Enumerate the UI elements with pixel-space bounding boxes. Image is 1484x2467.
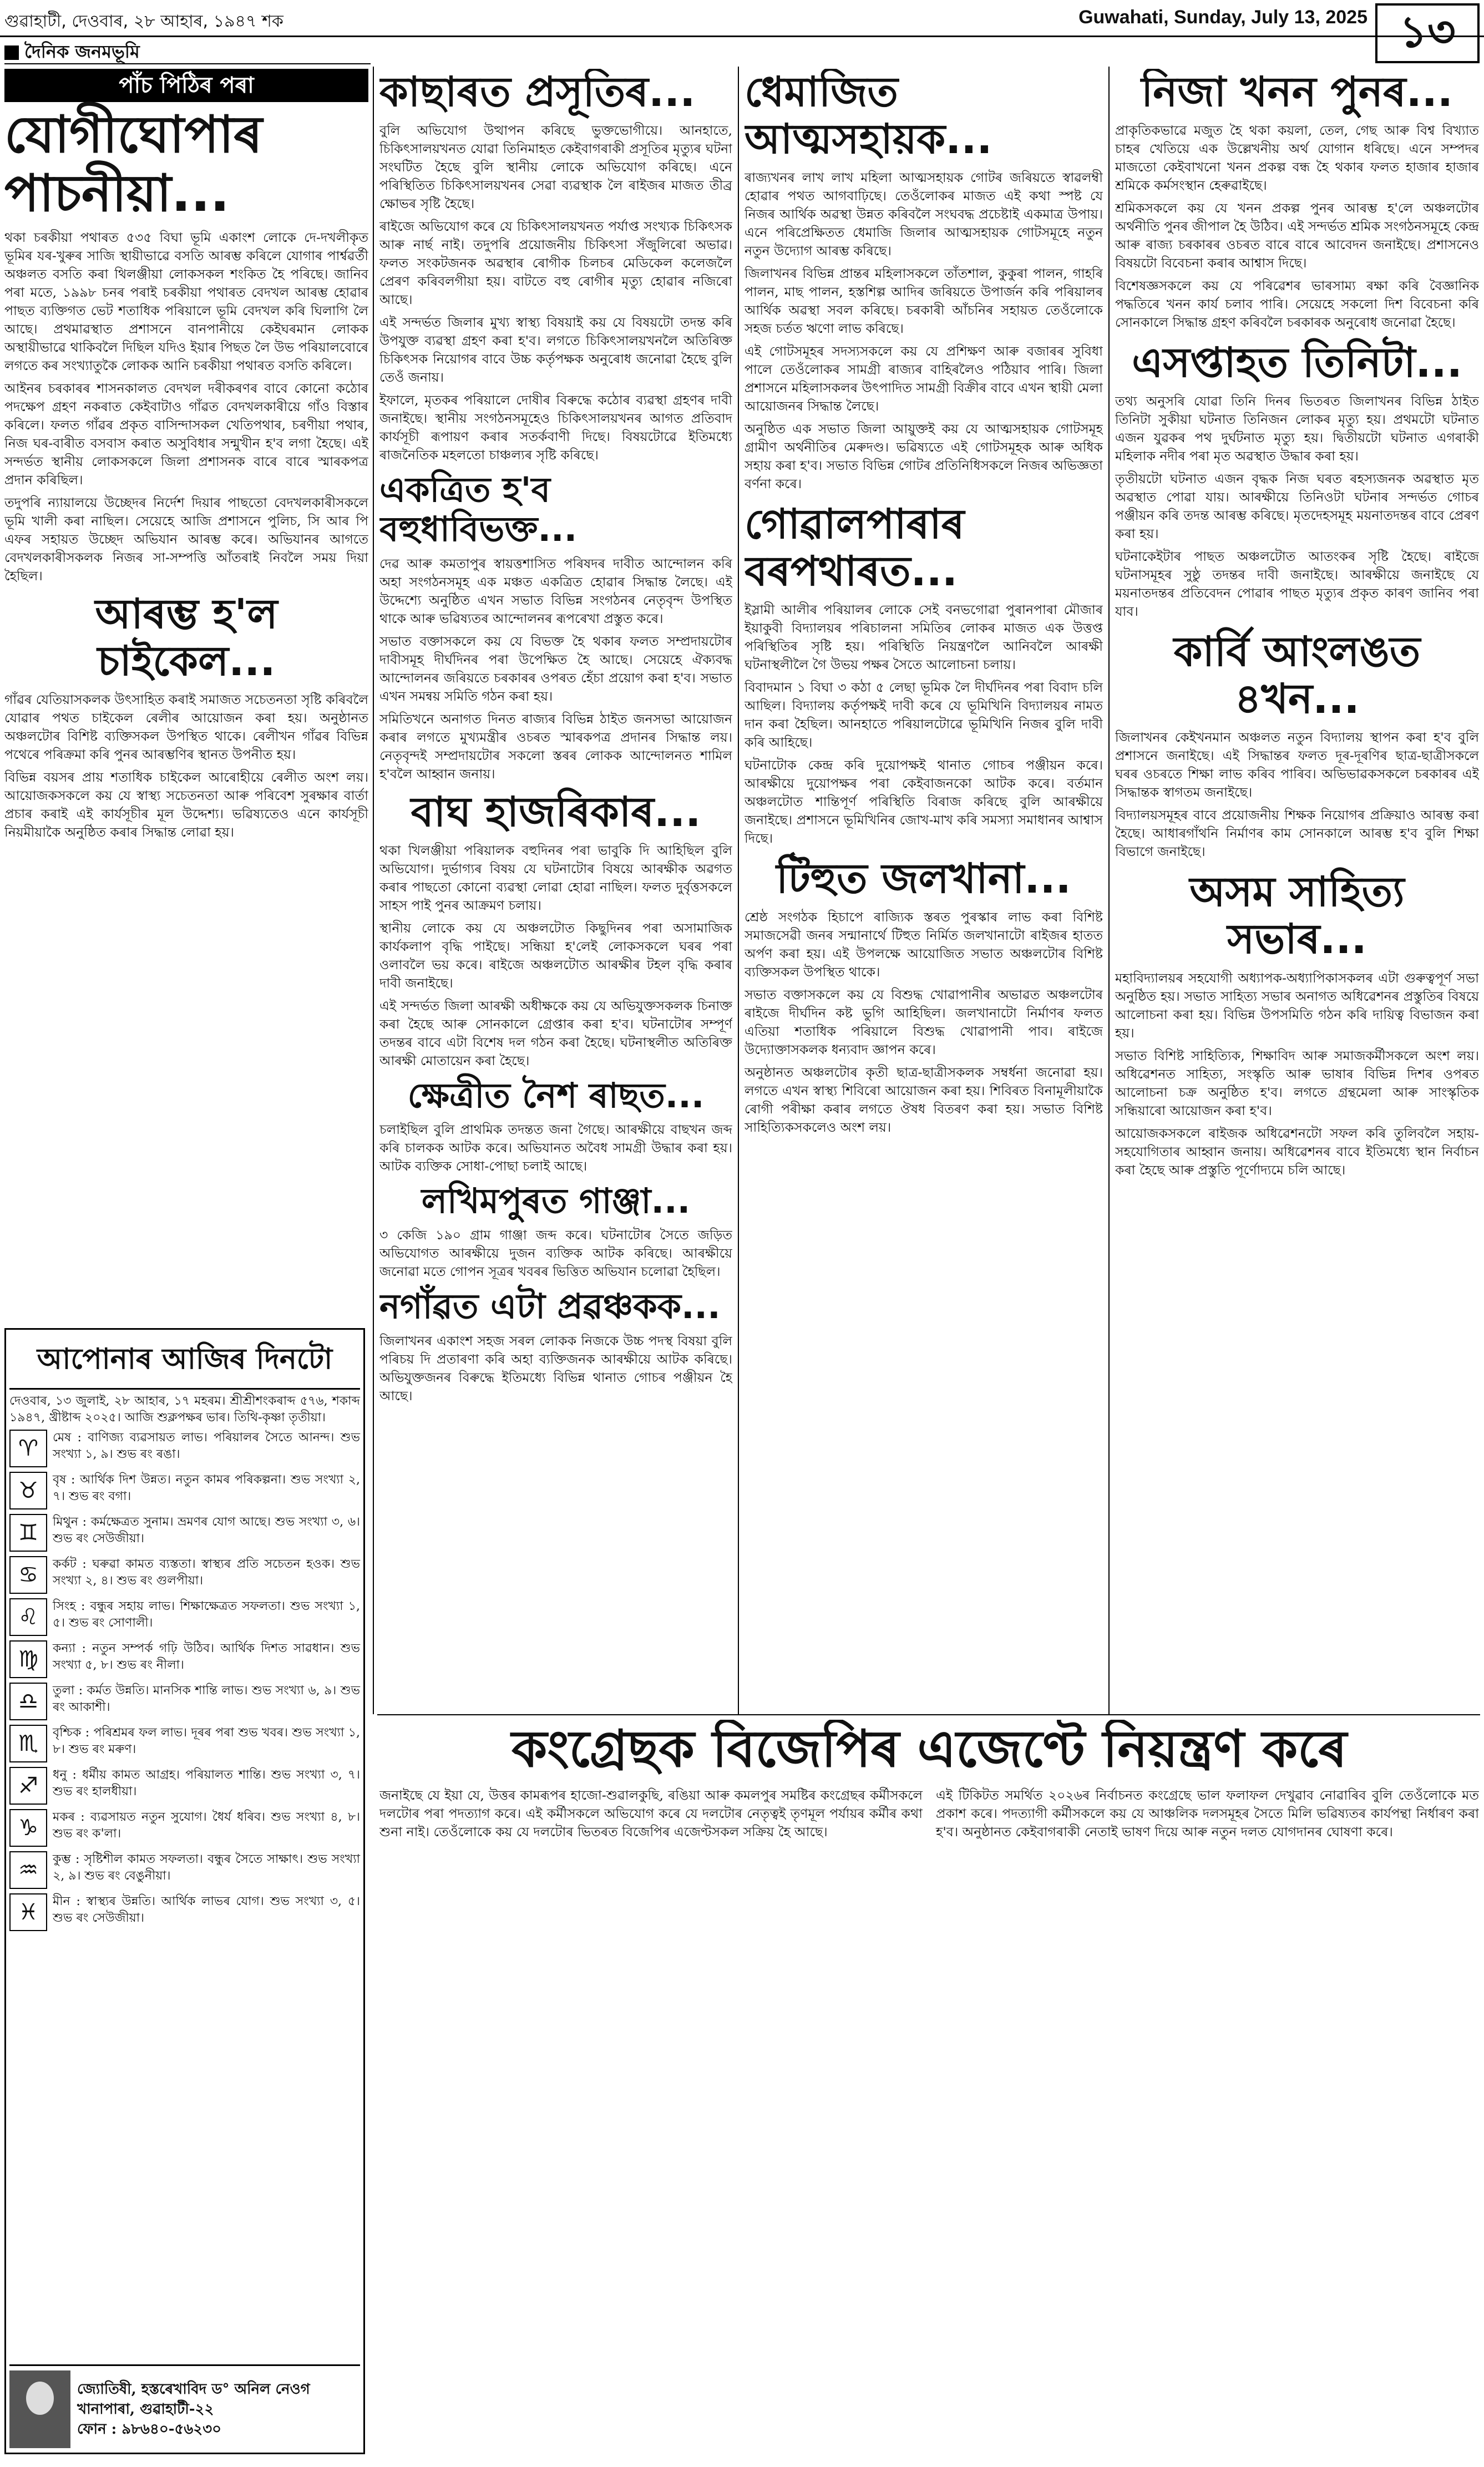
zodiac-gemini-icon: ♊	[9, 1514, 47, 1552]
story-paragraph: সমিতিখনে অনাগত দিনত ৰাজ্যৰ বিভিন্ন ঠাইত জনসভা আয়োজন কৰাৰ লগতে মুখ্যমন্ত্ৰীৰ ওচৰত স্মাৰকপত্ৰ প্ৰদানৰ সিদ্ধান্ত লয়। নেতৃবৃন্দই সম্প্ৰদায়টোৰ সকলো স্তৰৰ লোকক আন্দোলনত শামিল হ'বলৈ আহ্বান জনায়।	[379, 711, 732, 782]
astrologer-photo	[9, 2370, 70, 2448]
column-3	[744, 69, 1103, 1711]
story-headline: একত্ৰিত হ'ব বহুধাবিভক্ত...	[379, 469, 578, 550]
astrologer-place: খানাপাৰা, গুৱাহাটী-২২	[77, 2401, 214, 2418]
column-divider	[373, 67, 374, 1714]
horoscope-text: ধনু : ধৰ্মীয় কামত আগ্ৰহ। পৰিয়ালত শান্তি। শুভ সংখ্যা ৩, ৭। শুভ ৰং হালধীয়া।	[53, 1768, 360, 1799]
zodiac-libra-icon: ♎	[9, 1683, 47, 1720]
masthead-bar	[0, 0, 1484, 37]
story-paragraph: শ্ৰমিকসকলে কয় যে খনন প্ৰকল্প পুনৰ আৰম্ভ হ'লে অঞ্চলটোৰ অৰ্থনীতি পুনৰ জীপাল হৈ উঠিব। এই সন্দৰ্ভত শ্ৰমিক সংগঠনসমূহে কেন্দ্ৰ আৰু ৰাজ্য চৰকাৰৰ ওচৰত বাৰে বাৰে আবেদন জনাইছে। প্ৰশাসনেও বিষয়টো বিবেচনা কৰাৰ আশ্বাস দিছে।	[1115, 200, 1479, 271]
paper-name	[4, 38, 371, 64]
horoscope-text: মকৰ : ব্যৱসায়ত নতুন সুযোগ। ধৈৰ্য ধৰিব। শুভ সংখ্যা ৪, ৮। শুভ ৰং ক'লা।	[53, 1810, 360, 1841]
horoscope-item	[9, 1472, 360, 1509]
story-paragraph: এই সন্দৰ্ভত জিলাৰ মুখ্য স্বাস্থ্য বিষয়াই কয় যে বিষয়টো তদন্ত কৰি উপযুক্ত ব্যৱস্থা গ্ৰহণ কৰা হ'ব। লগতে চিকিৎসালয়খনলৈ অতিৰিক্ত চিকিৎসক নিয়োগৰ বাবে উচ্চ কৰ্তৃপক্ষক অনুৰোধ জনোৱা হৈছে বুলি তেওঁ জনায়।	[379, 315, 732, 386]
brand-block-icon	[4, 45, 19, 60]
zodiac-taurus-icon: ♉	[9, 1472, 47, 1509]
story-paragraph: বিদ্যালয়সমূহৰ বাবে প্ৰয়োজনীয় শিক্ষক নিয়োগৰ প্ৰক্ৰিয়াও আৰম্ভ কৰা হৈছে। আধাৰগাঁথনি নিৰ্মাণৰ কাম সোনকালে আৰম্ভ হ'ব বুলি শিক্ষা বিভাগে জনাইছে।	[1115, 807, 1479, 860]
story-paragraph: তৃতীয়টো ঘটনাত এজন বৃদ্ধক নিজ ঘৰত ৰহস্যজনক অৱস্থাত মৃত অৱস্থাত পোৱা যায়। আৰক্ষীয়ে তিনিওটা ঘটনাৰ সন্দৰ্ভত গোচৰ পঞ্জীয়ন কৰি তদন্ত আৰম্ভ কৰিছে। মৃতদেহসমূহ ময়নাতদন্তৰ বাবে প্ৰেৰণ কৰা হয়।	[1115, 471, 1479, 542]
story-paragraph: থকা চৰকীয়া পথাৰত ৫৩৫ বিঘা ভূমি একাংশ লোকে দে-দখলীকৃত ভূমিৰ যৰ-খুৰুৰ সাজি স্থায়ীভাৱে বসতি আৰম্ভ কৰিলে যোগাৰ পাৰ্শ্বৱৰ্তী অঞ্চলত বসতি কৰা থিলঞ্জীয়া লোকসকল শংকিত হৈ পৰিছে। জানিব পৰা মতে, ১৯৯৮ চনৰ পৰাই চৰকীয়া পথাৰত বেদখল আৰম্ভ হোৱাৰ পাছত ব্যক্তিগত ভেট শতাধিক পৰিয়ালে ভূমি বেদখল কৰি ঘিলাগি লৈ আছে। প্ৰথমাৱস্থাত প্ৰশাসনে বানপানীয়ে কেইঘৰমান লোকক অস্থায়ীভাৱে থাকিবলৈ দিছিল যদিও ইয়াৰ পিছত লৈ উভ পৰিয়ালবোৰে লগতে কৰ সংখ্যাতুকৈ লোকক আনি চৰকীয়া পথাৰত বসতি কৰিলে।	[4, 229, 368, 373]
story-paragraph: মহাবিদ্যালয়ৰ সহযোগী অধ্যাপক-অধ্যাপিকাসকলৰ এটা গুৰুত্বপূৰ্ণ সভা অনুষ্ঠিত হয়। সভাত সাহিত্য সভাৰ অনাগত অধিৱেশনৰ প্ৰস্তুতিৰ বিষয়ে আলোচনা কৰা হয়। বিভিন্ন উপসমিতি গঠন কৰি দায়িত্ব বিভাজন কৰা হয়।	[1115, 970, 1479, 1041]
story-paragraph: অনুষ্ঠিত এক সভাত জিলা আয়ুক্তই কয় যে আত্মসহায়ক গোটসমূহ গ্ৰামীণ অৰ্থনীতিৰ মেৰুদণ্ড। ভৱিষ্যতে এই গোটসমূহক আৰু অধিক সহায় কৰা হ'ব। সভাত বিভিন্ন গোটৰ প্ৰতিনিধিসকলে নিজৰ অভিজ্ঞতা বৰ্ণনা কৰে।	[744, 421, 1103, 492]
zodiac-sagittarius-icon: ♐	[9, 1767, 47, 1805]
story-paragraph: সভাত বক্তাসকলে কয় যে বিশুদ্ধ খোৱাপানীৰ অভাৱত অঞ্চলটোৰ ৰাইজে দীৰ্ঘদিন কষ্ট ভুগি আহিছিল। জলখানাটো নিৰ্মাণৰ ফলত এতিয়া শতাধিক পৰিয়ালে বিশুদ্ধ খোৱাপানী পাব। ৰাইজে উদ্যোক্তাসকলক ধন্যবাদ জ্ঞাপন কৰে।	[744, 987, 1103, 1058]
column-2	[379, 69, 732, 1711]
story-paragraph: এই সন্দৰ্ভত জিলা আৰক্ষী অধীক্ষকে কয় যে অভিযুক্তসকলক চিনাক্ত কৰা হৈছে আৰু সোনকালে গ্ৰেপ্তাৰ কৰা হ'ব। ঘটনাটোৰ সম্পূৰ্ণ তদন্তৰ বাবে এটা বিশেষ দল গঠন কৰা হৈছে। ঘটনাস্থলীত অতিৰিক্ত আৰক্ষী মোতায়েন কৰা হৈছে।	[379, 997, 732, 1068]
horoscope-text: মিথুন : কৰ্মক্ষেত্ৰত সুনাম। ভ্ৰমণৰ যোগ আছে। শুভ সংখ্যা ৩, ৬। শুভ ৰং সেউজীয়া।	[53, 1515, 360, 1546]
horoscope-item	[9, 1598, 360, 1636]
story-headline: ধেমাজিত আত্মসহায়ক...	[744, 69, 992, 164]
horoscope-intro: দেওবাৰ, ১৩ জুলাই, ২৮ আহাৰ, ১৭ মহৰম। শ্ৰীশ্ৰীশংকৰাব্দ ৫৭৬, শকাব্দ ১৯৪৭, খ্ৰীষ্টাব্দ ২০২৫। আজি শুক্লপক্ষৰ ভাৰ। তিথি-কৃষ্ণা তৃতীয়া।	[9, 1394, 360, 1425]
zodiac-pisces-icon: ♓	[9, 1893, 47, 1931]
horoscope-text: সিংহ : বন্ধুৰ সহায় লাভ। শিক্ষাক্ষেত্ৰত সফলতা। শুভ সংখ্যা ১, ৫। শুভ ৰং সোণালী।	[53, 1599, 360, 1630]
horoscope-item	[9, 1893, 360, 1931]
story-paragraph: এই টিকিটত সমৰ্থিত ২০২৬ৰ নিৰ্বাচনত কংগ্ৰেছে ভাল ফলাফল দেখুৱাব নোৱাৰিব বুলি তেওঁলোকে মত প্ৰকাশ কৰে। পদত্যাগী কৰ্মীসকলে কয় যে আঞ্চলিক দলসমূহৰ সৈতে মিলি ভৱিষ্যতৰ কাৰ্যপন্থা নিৰ্ধাৰণ কৰা হ'ব। অনুষ্ঠানত কেইবাগৰাকী নেতাই ভাষণ দিয়ে আৰু নতুন দলত যোগদানৰ ঘোষণা কৰে।	[936, 1787, 1479, 1840]
horoscope-text: মেষ : বাণিজ্য ব্যৱসায়ত লাভ। পৰিয়ালৰ সৈতে আনন্দ। শুভ সংখ্যা ১, ৯। শুভ ৰং ৰঙা।	[53, 1431, 360, 1461]
story-paragraph: শ্ৰেষ্ঠ সংগঠক হিচাপে ৰাজ্যিক স্তৰত পুৰস্কাৰ লাভ কৰা বিশিষ্ট সমাজসেৱী জনৰ সন্মানাৰ্থে টিহুত নিৰ্মিত জলখানাটো ৰাইজৰ হাতত অৰ্পণ কৰা হয়। এই উপলক্ষে আয়োজিত সভাত অঞ্চলটোৰ বিশিষ্ট ব্যক্তিসকল উপস্থিত থাকে।	[744, 909, 1103, 980]
zodiac-capricorn-icon: ♑	[9, 1809, 47, 1847]
horoscope-item	[9, 1430, 360, 1467]
horoscope-text: কৰ্কট : ঘৰুৱা কামত ব্যস্ততা। স্বাস্থ্যৰ প্ৰতি সচেতন হওক। শুভ সংখ্যা ২, ৪। শুভ ৰং গুলপীয়া।	[53, 1557, 360, 1588]
story-paragraph: জিলাখনৰ বিভিন্ন প্ৰান্তৰ মহিলাসকলে তাঁতশাল, কুকুৰা পালন, গাহৰি পালন, মাছ পালন, হস্তশিল্প আদিৰ জৰিয়তে উপাৰ্জন কৰি পৰিয়ালৰ আৰ্থিক অৱস্থা সবল কৰিছে। চৰকাৰী আঁচনিৰ সহায়ত তেওঁলোকে সহজ চৰ্তত ঋণো লাভ কৰিছে।	[744, 266, 1103, 337]
story-paragraph: অনুষ্ঠানত অঞ্চলটোৰ কৃতী ছাত্ৰ-ছাত্ৰীসকলক সম্বৰ্ধনা জনোৱা হয়। লগতে এখন স্বাস্থ্য শিবিৰো আয়োজন কৰা হয়। শিবিৰত বিনামূলীয়াকৈ ৰোগী পৰীক্ষা কৰাৰ লগতে ঔষধ বিতৰণ কৰা হয়। সভাত বিশিষ্ট সাহিত্যিকসকলেও অংশ লয়।	[744, 1065, 1103, 1136]
story-paragraph: বুলি অভিযোগ উত্থাপন কৰিছে ভুক্তভোগীয়ে। আনহাতে, চিকিৎসালয়খনত যোৱা তিনিমাহত কেইবাগৰাকী প্ৰসূতিৰ মৃত্যুৰ ঘটনা সংঘটিত হৈছে বুলি স্থানীয় লোকে অভিযোগ কৰিছে। এনে পৰিস্থিতিত চিকিৎসালয়খনৰ সেৱা ব্যৱস্থাক লৈ ৰাইজৰ মাজত তীব্ৰ ক্ষোভৰ সৃষ্টি হৈছে।	[379, 123, 732, 212]
section-header: পাঁচ পিঠিৰ পৰা	[4, 69, 368, 102]
story-paragraph: সভাত বিশিষ্ট সাহিত্যিক, শিক্ষাবিদ আৰু সমাজকৰ্মীসকলে অংশ লয়। অধিৱেশনত সাহিত্য, সংস্কৃতি আৰু ভাষাৰ বিভিন্ন দিশৰ ওপৰত আলোচনা চক্ৰ অনুষ্ঠিত হ'ব। লগতে গ্ৰন্থমেলা আৰু সাংস্কৃতিক সন্ধিয়াৰো আয়োজন কৰা হ'ব।	[1115, 1047, 1479, 1118]
story-paragraph: থকা খিলঞ্জীয়া পৰিয়ালক বহুদিনৰ পৰা ভাবুকি দি আহিছিল বুলি অভিযোগ। দুৰ্ভাগ্যৰ বিষয় যে ঘটনাটোৰ বিষয়ে আৰক্ষীক অৱগত কৰাৰ পাছতো কোনো ব্যৱস্থা লোৱা হোৱা নাছিল। ফলত দুৰ্বৃত্তসকলে সাহস পাই পুনৰ আক্ৰমণ চলায়।	[379, 842, 732, 913]
story-headline: গোৱালপাৰাৰ বৰপথাৰত...	[744, 500, 965, 596]
horoscope-text: বৃশ্চিক : পৰিশ্ৰমৰ ফল লাভ। দূৰৰ পৰা শুভ খবৰ। শুভ সংখ্যা ১, ৮। শুভ ৰং মৰুণ।	[53, 1726, 360, 1756]
column-4	[1115, 69, 1479, 1711]
story-headline: আৰম্ভ হ'ল চাইকেল...	[95, 590, 278, 685]
story-paragraph: সভাত বক্তাসকলে কয় যে বিভক্ত হৈ থকাৰ ফলত সম্প্ৰদায়টোৰ দাবীসমূহ দীৰ্ঘদিনৰ পৰা উপেক্ষিত হৈ আছে। সেয়েহে ঐক্যবদ্ধ আন্দোলনৰ জৰিয়তে চৰকাৰৰ ওপৰত হেঁচা প্ৰয়োগ কৰা হ'ব। সভাত এখন সমন্বয় সমিতি গঠন কৰা হয়।	[379, 633, 732, 704]
story-paragraph: ইস্লামী আলীৰ পৰিয়ালৰ লোকে সেই বনভগোৱা পুৰানপাৰা মৌজাৰ ইয়াকুবী বিদ্যালয়ৰ পৰিচালনা সমিতিৰ লোকৰ মাজত এক উত্তপ্ত পৰিস্থিতিৰ সৃষ্টি হয়। পৰিস্থিতি নিয়ন্ত্ৰণলৈ আনিবলৈ আৰক্ষী ঘটনাস্থলীলৈ গৈ উভয় পক্ষৰ সৈতে আলোচনা চলায়।	[744, 602, 1103, 673]
story-paragraph: ঘটনাকেইটাৰ পাছত অঞ্চলটোত আতংকৰ সৃষ্টি হৈছে। ৰাইজে ঘটনাসমূহৰ সুষ্ঠু তদন্তৰ দাবী জনাইছে। আৰক্ষীয়ে জনাইছে যে ময়নাতদন্তৰ প্ৰতিবেদন পোৱাৰ পাছত মৃত্যুৰ প্ৰকৃত কাৰণ জানিব পৰা যাব।	[1115, 549, 1479, 620]
horoscope-item	[9, 1767, 360, 1805]
astrologer-name: জ্যোতিষী, হস্তৰেখাবিদ ড° অনিল নেওগ	[77, 2381, 310, 2398]
astrologer-credit	[9, 2364, 360, 2448]
story-paragraph: এই গোটসমূহৰ সদস্যসকলে কয় যে প্ৰশিক্ষণ আৰু বজাৰৰ সুবিধা পালে তেওঁলোকৰ সামগ্ৰী ৰাজ্যৰ বাহিৰলৈও পঠিয়াব পাৰি। জিলা প্ৰশাসনে মহিলাসকলৰ উৎপাদিত সামগ্ৰী বিক্ৰীৰ বাবে এখন স্থায়ী মেলা আয়োজনৰ সিদ্ধান্ত লৈছে।	[744, 343, 1103, 414]
story-headline: নগাঁৱত এটা প্ৰৱঞ্চকক...	[379, 1286, 721, 1327]
story-paragraph: জিলাখনৰ একাংশ সহজ সৰল লোকক নিজকে উচ্চ পদস্থ বিষয়া বুলি পৰিচয় দি প্ৰতাৰণা কৰি অহা ব্যক্তিজনক আৰক্ষীয়ে আটক কৰিছে। অভিযুক্তজনৰ বিৰুদ্ধে ইতিমধ্যে বিভিন্ন থানাত গোচৰ পঞ্জীয়ন হৈ আছে।	[379, 1333, 732, 1404]
horoscope-title: আপোনাৰ আজিৰ দিনটো	[9, 1333, 360, 1390]
story-paragraph: ৩ কেজি ১৯০ গ্ৰাম গাঞ্জা জব্দ কৰে। ঘটনাটোৰ সৈতে জড়িত অভিযোগত আৰক্ষীয়ে দুজন ব্যক্তিক আটক কৰিছে। আৰক্ষীয়ে জনোৱা মতে গোপন সূত্ৰৰ খবৰৰ ভিত্তিত অভিযান চলোৱা হৈছিল।	[379, 1227, 732, 1280]
story-paragraph: তদুপৰি ন্যায়ালয়ে উচ্ছেদৰ নিৰ্দেশ দিয়াৰ পাছতো বেদখলকাৰীসকলে ভূমি খালী কৰা নাছিল। সেয়েহে আজি প্ৰশাসনে পুলিচ, সি আৰ পি এফৰ সহায়ত উচ্ছেদ অভিযান আৰম্ভ কৰে। অভিযানৰ আগতে বেদখলকাৰীসকলক নিজৰ সা-সম্পত্তি আঁতৰাই নিবলৈ সময় দিয়া হৈছিল।	[4, 494, 368, 584]
horoscope-item	[9, 1809, 360, 1847]
story-headline: কাছাৰত প্ৰসূতিৰ...	[379, 69, 696, 116]
story-paragraph: ইফালে, মৃতকৰ পৰিয়ালে দোষীৰ বিৰুদ্ধে কঠোৰ ব্যৱস্থা গ্ৰহণৰ দাবী জনাইছে। স্থানীয় সংগঠনসমূহেও চিকিৎসালয়খনৰ আগত প্ৰতিবাদ কাৰ্যসূচী ৰূপায়ণ কৰাৰ সতৰ্কবাণী দিছে। বিষয়টোৱে ইতিমধ্যে ৰাজনৈতিক মহলতো চাঞ্চল্যৰ সৃষ্টি কৰিছে।	[379, 392, 732, 463]
story-paragraph: বিবাদমান ১ বিঘা ৩ কঠা ৫ লেছা ভূমিক লৈ দীৰ্ঘদিনৰ পৰা বিবাদ চলি আছিল। বিদ্যালয় কৰ্তৃপক্ষই দাবী কৰে যে ভূমিখিনি বিদ্যালয়ৰ নামত দান কৰা হৈছিল। আনহাতে পৰিয়ালটোৱে ভূমিখিনি নিজৰ বুলি দাবী কৰি আহিছে।	[744, 680, 1103, 751]
story-paragraph: জিলাখনৰ কেইখনমান অঞ্চলত নতুন বিদ্যালয় স্থাপন কৰা হ'ব বুলি প্ৰশাসনে জনাইছে। এই সিদ্ধান্তৰ ফলত দূৰ-দূৰণিৰ ছাত্ৰ-ছাত্ৰীসকলে ঘৰৰ ওচৰতে শিক্ষা লাভ কৰিব পাৰিব। অভিভাৱকসকলে চৰকাৰৰ এই সিদ্ধান্তক স্বাগতম জনাইছে।	[1115, 730, 1479, 801]
zodiac-aries-icon: ♈	[9, 1430, 47, 1467]
story-paragraph: চলাইছিল বুলি প্ৰাথমিক তদন্তত জনা গৈছে। আৰক্ষীয়ে বাছখন জব্দ কৰি চালকক আটক কৰে। অভিযানত অবৈধ সামগ্ৰী উদ্ধাৰ কৰা হয়। আটক ব্যক্তিক সোধা-পোছা চলাই আছে।	[379, 1122, 732, 1174]
horoscope-item	[9, 1851, 360, 1889]
horoscope-list	[9, 1430, 360, 1931]
story-headline: বাঘ হাজৰিকাৰ...	[411, 788, 701, 836]
story-headline: যোগীঘোপাৰ পাচনীয়া...	[4, 105, 263, 223]
story-headline: ক্ষেত্ৰীত নৈশ ৰাছত...	[407, 1075, 705, 1116]
story-paragraph: তথ্য অনুসৰি যোৱা তিনি দিনৰ ভিতৰত জিলাখনৰ বিভিন্ন ঠাইত তিনিটা সুকীয়া ঘটনাত তিনিজন লোকৰ মৃত্যু হয়। প্ৰথমটো ঘটনাত এজন যুৱকৰ পথ দুৰ্ঘটনাত মৃত্যু হয়। দ্বিতীয়টো ঘটনাত এগৰাকী মহিলাক নদীৰ পৰা মৃত অৱস্থাত উদ্ধাৰ কৰা হয়।	[1115, 393, 1479, 464]
horoscope-item	[9, 1725, 360, 1762]
page-number: ১৩	[1375, 3, 1480, 63]
paper-name-text: দৈনিক জনমভূমি	[24, 41, 140, 62]
horoscope-text: বৃষ : আৰ্থিক দিশ উন্নত। নতুন কামৰ পৰিকল্পনা। শুভ সংখ্যা ২, ৭। শুভ ৰং বগা।	[53, 1473, 360, 1503]
story-headline: লখিমপুৰত গাঞ্জা...	[421, 1181, 691, 1222]
column-divider	[738, 67, 739, 1714]
horoscope-text: মীন : স্বাস্থ্যৰ উন্নতি। আৰ্থিক লাভৰ যোগ। শুভ সংখ্যা ৩, ৫। শুভ ৰং সেউজীয়া।	[53, 1894, 360, 1925]
story-paragraph: স্থানীয় লোকে কয় যে অঞ্চলটোত কিছুদিনৰ পৰা অসামাজিক কাৰ্যকলাপ বৃদ্ধি পাইছে। সন্ধিয়া হ'লেই লোকসকলে ঘৰৰ পৰা ওলাবলৈ ভয় কৰে। ৰাইজে অঞ্চলটোত আৰক্ষীৰ টহল বৃদ্ধি কৰাৰ দাবী জনাইছে।	[379, 920, 732, 991]
zodiac-scorpio-icon: ♏	[9, 1725, 47, 1762]
column-1	[4, 69, 368, 2460]
story-paragraph: গাঁৱৰ যেতিয়াসকলক উৎসাহিত কৰাই সমাজত সচেতনতা সৃষ্টি কৰিবলৈ যোৱাৰ পথত চাইকেল ৰেলীৰ আয়োজন কৰা হয়। অনুষ্ঠানত অঞ্চলটোৰ বিশিষ্ট ব্যক্তিসকল উপস্থিত থাকে। ৰেলীখন গাঁৱৰ বিভিন্ন পথেৰে পৰিক্ৰমা কৰি পুনৰ আৰম্ভণিৰ স্থানত উপনীত হয়।	[4, 691, 368, 762]
story-headline: নিজা খনন পুনৰ...	[1141, 69, 1453, 116]
masthead-date-right: Guwahati, Sunday, July 13, 2025	[1078, 7, 1367, 28]
bottom-story-body	[379, 1786, 1479, 1846]
story-paragraph: আয়োজকসকলে ৰাইজক অধিৱেশনটো সফল কৰি তুলিবলৈ সহায়-সহযোগিতাৰ আহ্বান জনায়। অধিৱেশনৰ বাবে ইতিমধ্যে স্থান নিৰ্বাচন কৰা হৈছে আৰু প্ৰস্তুতি পূৰ্ণোদ্যমে চলি আছে।	[1115, 1125, 1479, 1178]
astrologer-info	[77, 2379, 310, 2439]
column-divider	[1108, 67, 1110, 1714]
story-paragraph: ৰাইজে অভিযোগ কৰে যে চিকিৎসালয়খনত পৰ্যাপ্ত সংখ্যক চিকিৎসক আৰু নাৰ্ছ নাই। তদুপৰি প্ৰয়োজনীয় চিকিৎসা সঁজুলিৰো অভাৱ। ফলত সংকটজনক অৱস্থাৰ ৰোগীক চিলচৰ মেডিকেল কলেজলৈ প্ৰেৰণ কৰিবলগীয়া হয়। বাটতে বহু ৰোগীৰ মৃত্যু হোৱাৰ নজিৰো আছে।	[379, 219, 732, 308]
story-headline: এসপ্তাহত তিনিটা...	[1132, 339, 1462, 387]
story-paragraph: দেৱ আৰু কমতাপুৰ স্বায়ত্তশাসিত পৰিষদৰ দাবীত আন্দোলন কৰি অহা সংগঠনসমূহ এক মঞ্চত একত্ৰিত হোৱাৰ সিদ্ধান্ত লৈছে। এই উদ্দেশ্যে অনুষ্ঠিত এখন সভাত বিভিন্ন সংগঠনৰ নেতৃবৃন্দ উপস্থিত থাকে আৰু ভৱিষ্যতৰ আন্দোলনৰ ৰূপৰেখা প্ৰস্তুত কৰে।	[379, 555, 732, 626]
horoscope-item	[9, 1514, 360, 1552]
horoscope-item	[9, 1556, 360, 1594]
horoscope-item	[9, 1640, 360, 1678]
horoscope-box	[4, 1328, 365, 2454]
story-headline: কংগ্ৰেছক বিজেপিৰ এজেণ্টে নিয়ন্ত্ৰণ কৰে	[511, 1720, 1348, 1779]
horoscope-item	[9, 1683, 360, 1720]
story-paragraph: ৰাজ্যখনৰ লাখ লাখ মহিলা আত্মসহায়ক গোটৰ জৰিয়তে স্বাৱলম্বী হোৱাৰ পথত আগবাঢ়িছে। তেওঁলোকৰ মাজত এই কথা স্পষ্ট যে নিজৰ আৰ্থিক অৱস্থা উন্নত কৰিবলৈ সংঘবদ্ধ প্ৰচেষ্টাই একমাত্ৰ উপায়। এনে পৰিপ্ৰেক্ষিতত ধেমাজি জিলাৰ আত্মসহায়ক গোটসমূহে নতুন নতুন উদ্যোগ আৰম্ভ কৰিছে।	[744, 170, 1103, 259]
masthead-date-left: গুৱাহাটী, দেওবাৰ, ২৮ আহাৰ, ১৯৪৭ শক	[4, 12, 283, 31]
story-headline: কাৰ্বি আংলঙত ৪খন...	[1173, 628, 1421, 723]
astrologer-phone: ফোন : ৯৮৬৪০-৫৬২৩০	[77, 2421, 222, 2438]
story-paragraph: বিশেষজ্ঞসকলে কয় যে পৰিৱেশৰ ভাৰসাম্য ৰক্ষা কৰি বৈজ্ঞানিক পদ্ধতিৰে খনন কাৰ্য চলাব পাৰি। সেয়েহে সকলো দিশ বিবেচনা কৰি সোনকালে সিদ্ধান্ত গ্ৰহণ কৰিবলৈ চৰকাৰক অনুৰোধ জনোৱা হৈছে।	[1115, 278, 1479, 331]
bottom-story	[379, 1720, 1479, 2460]
story-paragraph: ঘটনাটোক কেন্দ্ৰ কৰি দুয়োপক্ষই থানাত গোচৰ পঞ্জীয়ন কৰে। আৰক্ষীয়ে দুয়োপক্ষৰ পৰা কেইবাজনকো আটক কৰে। বৰ্তমান অঞ্চলটোত শান্তিপূৰ্ণ পৰিস্থিতি বিৰাজ কৰিছে বুলি আৰক্ষীয়ে জনাইছে। প্ৰশাসনে ভূমিখিনিৰ জোখ-মাখ কৰি সমস্যা সমাধানৰ আশ্বাস দিছে।	[744, 757, 1103, 847]
story-headline: অসম সাহিত্য সভাৰ...	[1189, 868, 1405, 964]
story-paragraph: বিভিন্ন বয়সৰ প্ৰায় শতাধিক চাইকেল আৰোহীয়ে ৰেলীত অংশ লয়। আয়োজকসকলে কয় যে স্বাস্থ্য সচেতনতা আৰু পৰিবেশ সুৰক্ষাৰ বাৰ্তা প্ৰচাৰ কৰাই এই কাৰ্যসূচীৰ মূল উদ্দেশ্য। ভৱিষ্যতেও এনে কাৰ্যসূচী নিয়মীয়াকৈ অনুষ্ঠিত কৰাৰ সিদ্ধান্ত লোৱা হয়।	[4, 769, 368, 840]
horoscope-text: কুম্ভ : সৃষ্টিশীল কামত সফলতা। বন্ধুৰ সৈতে সাক্ষাৎ। শুভ সংখ্যা ২, ৯। শুভ ৰং বেঙুনীয়া।	[53, 1852, 360, 1883]
story-paragraph: জনাইছে যে ইয়া যে, উত্তৰ কামৰূপৰ হাজো-শুৱালকুছি, ৰঙিয়া আৰু কমলপুৰ সমষ্টিৰ কংগ্ৰেছৰ কৰ্মীসকলে দলটোৰ পৰা পদত্যাগ কৰে। এই কৰ্মীসকলে অভিযোগ কৰে যে দলটোৰ নেতৃত্বই তৃণমূল পৰ্যায়ৰ কৰ্মীৰ কথা শুনা নাই। তেওঁলোকে কয় যে দলটোৰ ভিতৰত বিজেপিৰ এজেণ্টসকল সক্ৰিয় হৈ আছে।	[379, 1787, 923, 1840]
zodiac-cancer-icon: ♋	[9, 1556, 47, 1594]
zodiac-aquarius-icon: ♒	[9, 1851, 47, 1889]
zodiac-leo-icon: ♌	[9, 1598, 47, 1636]
horoscope-text: কন্যা : নতুন সম্পৰ্ক গঢ়ি উঠিব। আৰ্থিক দিশত সাৱধান। শুভ সংখ্যা ৫, ৮। শুভ ৰং নীলা।	[53, 1642, 360, 1672]
story-paragraph: আইনৰ চৰকাৰৰ শাসনকালত বেদখল দৰীকৰণৰ বাবে কোনো কঠোৰ পদক্ষেপ গ্ৰহণ নকৰাত কেইবাটাও গাঁৱত বেদখলকাৰীয়ে গাঁও বিস্তাৰ কৰিলে। ফলত গাঁৱৰ প্ৰকৃত বাসিন্দাসকল খেতিপথাৰ, চৰণীয়া পথাৰ, নিজ ঘৰ-বাৰীত বসবাস কৰাত অসুবিধাৰ সন্মুখীন হ'ব লগা হৈছে। এই সন্দৰ্ভত স্থানীয় লোকসকলে জিলা প্ৰশাসনক বাৰে বাৰে স্মাৰকপত্ৰ প্ৰদান কৰিছিল।	[4, 380, 368, 488]
story-headline: টিহুত জলখানা...	[776, 855, 1071, 903]
bottom-divider	[377, 1714, 1480, 1715]
zodiac-virgo-icon: ♍	[9, 1640, 47, 1678]
story-paragraph: প্ৰাকৃতিকভাৱে মজুত হৈ থকা কয়লা, তেল, গেছ আৰু বিশ্ব বিখ্যাত চাহৰ খেতিয়ে এক উল্লেখনীয় অৰ্থ যোগান ধৰিছে। এনে সম্পদৰ মাজতো কেইবাখনো খনন প্ৰকল্প বন্ধ হৈ থকাৰ ফলত হাজাৰ হাজাৰ শ্ৰমিকে কৰ্মসংস্থান হেৰুৱাইছে।	[1115, 123, 1479, 194]
horoscope-text: তুলা : কৰ্মত উন্নতি। মানসিক শান্তি লাভ। শুভ সংখ্যা ৬, ৯। শুভ ৰং আকাশী।	[53, 1684, 360, 1714]
